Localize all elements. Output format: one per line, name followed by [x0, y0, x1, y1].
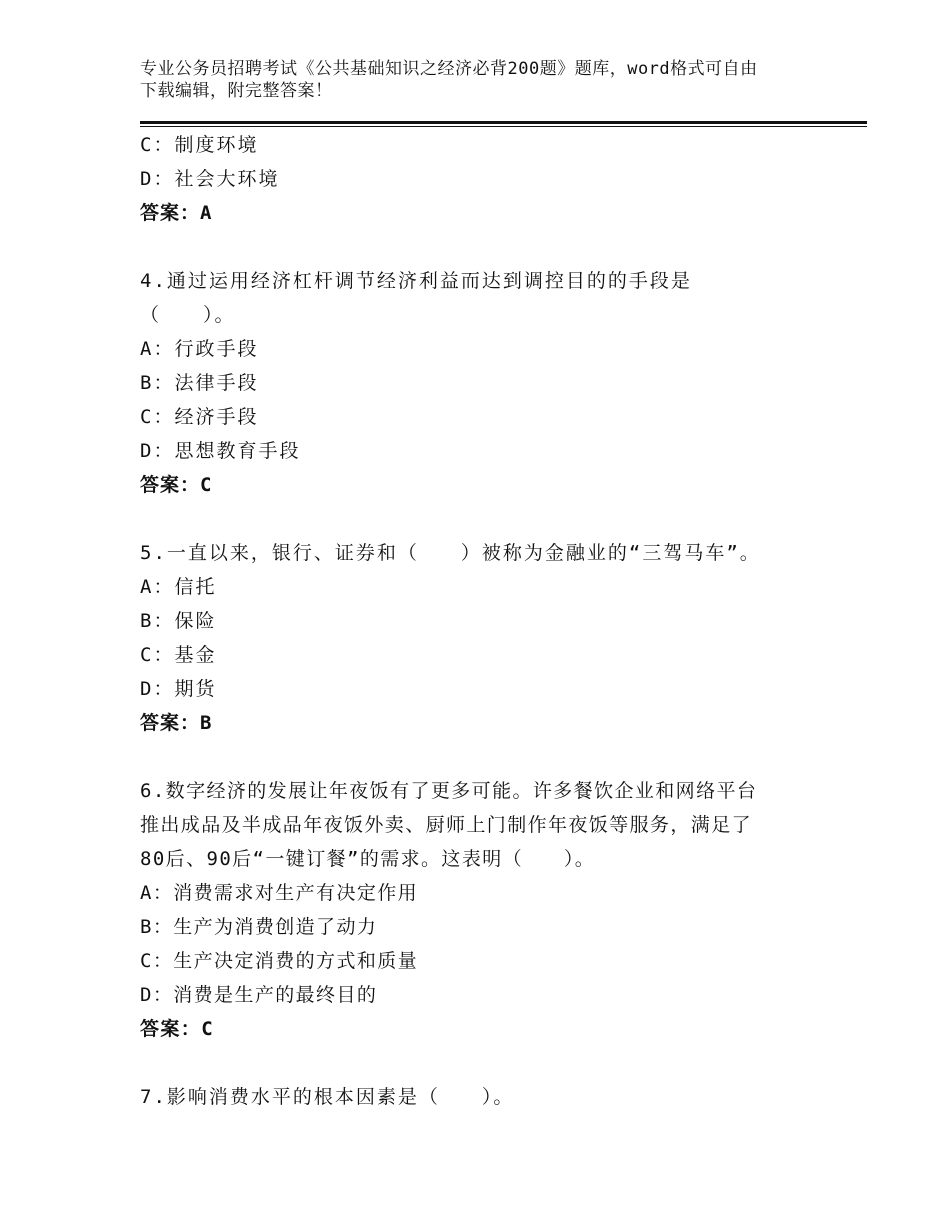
answer: 答案：C: [140, 1018, 215, 1040]
option-b: B：保险: [140, 610, 217, 632]
question-stem: 推出成品及半成品年夜饭外卖、厨师上门制作年夜饭等服务，满足了: [140, 814, 753, 836]
option-b: B：生产为消费创造了动力: [140, 916, 378, 938]
header-line-1: 专业公务员招聘考试《公共基础知识之经济必背200题》题库，word格式可自由: [140, 59, 758, 79]
header-divider-thin: [140, 126, 867, 127]
option-d: D：期货: [140, 678, 217, 700]
question-stem: 4.通过运用经济杠杆调节经济利益而达到调控目的的手段是: [140, 270, 692, 292]
answer: 答案：B: [140, 712, 213, 734]
option-d: D：思想教育手段: [140, 440, 301, 462]
header-line-2: 下载编辑，附完整答案！: [140, 81, 333, 101]
page-header: [140, 58, 830, 102]
question-stem: 5.一直以来，银行、证券和（ ）被称为金融业的“三驾马车”。: [140, 542, 761, 564]
question-stem: 6.数字经济的发展让年夜饭有了更多可能。许多餐饮企业和网络平台: [140, 780, 758, 802]
question-6: [140, 774, 840, 1046]
option-a: A：行政手段: [140, 338, 259, 360]
option-c: C：制度环境: [140, 134, 259, 156]
option-c: C：经济手段: [140, 406, 259, 428]
option-c: C：基金: [140, 644, 217, 666]
option-a: A：消费需求对生产有决定作用: [140, 882, 419, 904]
header-divider-thick: [140, 121, 867, 124]
answer: 答案：A: [140, 202, 213, 224]
question-3-tail: [140, 128, 840, 230]
question-4: [140, 264, 840, 502]
option-d: D：消费是生产的最终目的: [140, 984, 378, 1006]
question-7: [140, 1080, 840, 1114]
option-d: D：社会大环境: [140, 168, 280, 190]
document-body: [140, 128, 840, 1114]
question-stem: 80后、90后“一键订餐”的需求。这表明（ ）。: [140, 848, 596, 870]
option-c: C：生产决定消费的方式和质量: [140, 950, 419, 972]
question-stem: （ ）。: [140, 304, 236, 326]
question-5: [140, 536, 840, 740]
option-a: A：信托: [140, 576, 217, 598]
question-stem: 7.影响消费水平的根本因素是（ ）。: [140, 1086, 515, 1108]
option-b: B：法律手段: [140, 372, 259, 394]
answer: 答案：C: [140, 474, 213, 496]
